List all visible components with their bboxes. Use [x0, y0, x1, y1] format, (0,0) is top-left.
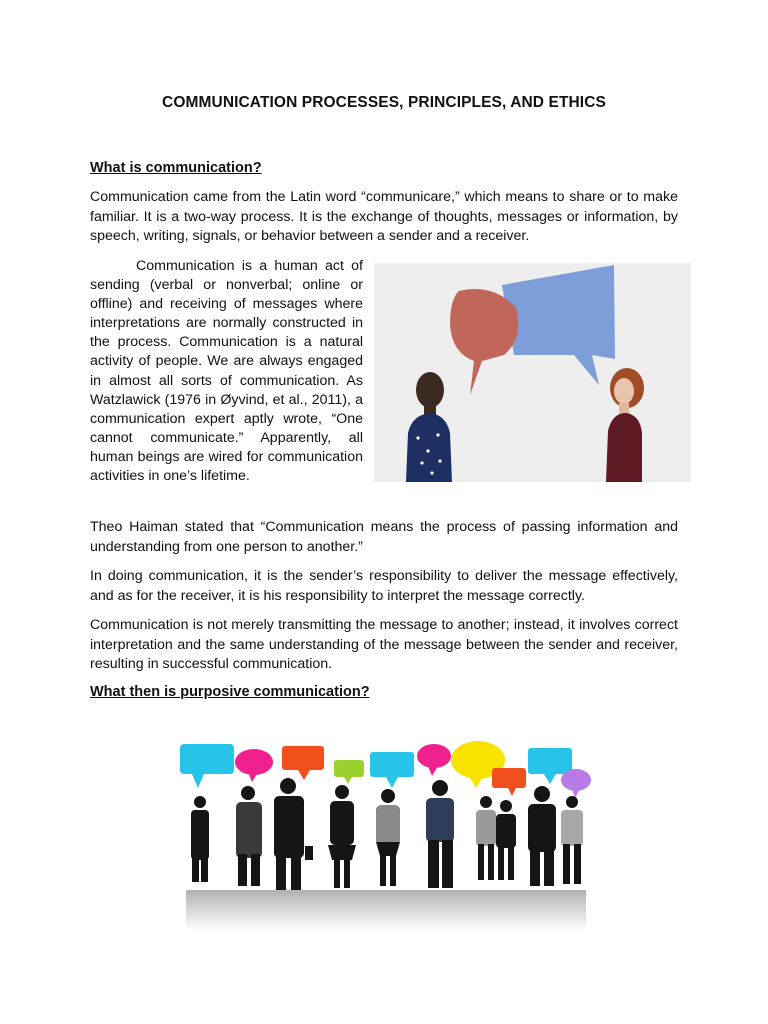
- paragraph-human-act: Communication is a human act of sending (verbal or nonverbal; online or offline) and receiving of messages where interpretations are normally constructed in the process. Communication is a natural activity of people. We are always engaged in almost all sorts of communication. As Watzlawick (1976 in Øyvind, et al., 2011), a communication expert aptly wrote, “One cannot communicate.” Apparently, all human beings are wired for communication activities in one’s lifetime.: [90, 258, 363, 485]
- section-heading-what-is-communication: What is communication?: [90, 160, 262, 176]
- crowd-speech-bubbles-image: [178, 738, 594, 930]
- page-title: COMMUNICATION PROCESSES, PRINCIPLES, AND ETHICS: [162, 94, 606, 111]
- paragraph-definition: Communication came from the Latin word “communicare,” which means to share or to make familiar. It is a two-way process. It is the exchange of thoughts, messages or information, by speech, writing, signals, or behavior between a sender and a receiver.: [90, 189, 678, 244]
- section-heading-purposive-communication: What then is purposive communication?: [90, 684, 370, 700]
- paragraph-interpretation: Communication is not merely transmitting the message to another; instead, it involves correct interpretation and the same understanding of the message between the sender and receiver, resulting in successful communication.: [90, 617, 678, 672]
- paragraph-responsibility: In doing communication, it is the sender’s responsibility to deliver the message effectively, and as for the receiver, it is his responsibility to interpret the message correctly.: [90, 568, 678, 604]
- two-people-speech-bubbles-image: [374, 263, 691, 482]
- paragraph-theo-haiman: Theo Haiman stated that “Communication means the process of passing information and understanding from one person to another.”: [90, 519, 678, 555]
